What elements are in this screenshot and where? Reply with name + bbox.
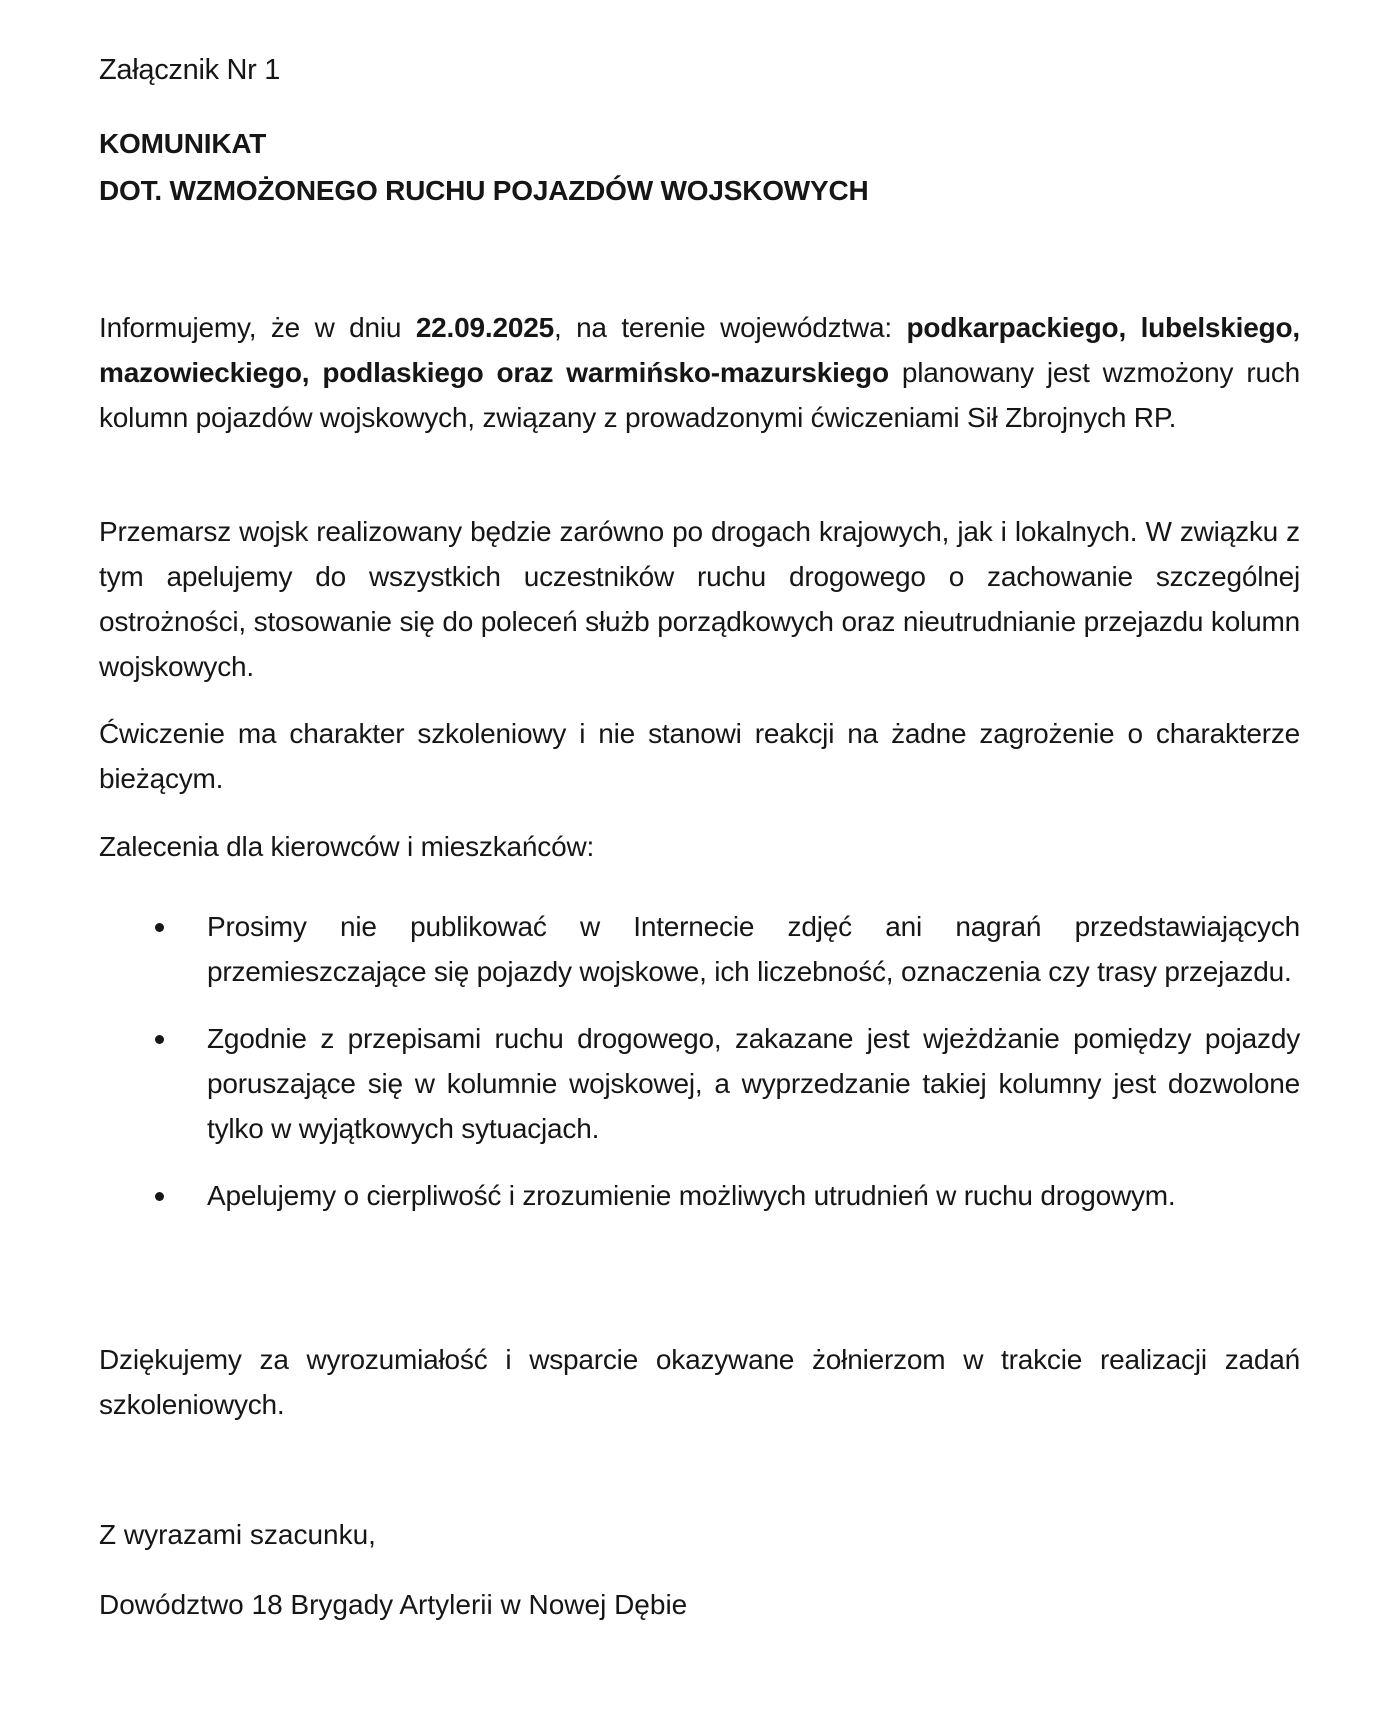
recommendations-list	[99, 904, 1300, 1218]
exercise-nature-paragraph: Ćwiczenie ma charakter szkoleniowy i nie stanowi reakcji na żadne zagrożenie o charakterze bieżącym.	[99, 718, 1300, 794]
closing-salutation: Z wyrazami szacunku,	[99, 1519, 376, 1550]
attachment-label: Załącznik Nr 1	[99, 54, 281, 86]
list-item	[99, 1173, 1300, 1218]
intro-text-3: planowany jest wzmożony ruch kolumn pojazdów wojskowych, związany z prowadzonymi ćwiczeniami Sił Zbrojnych RP.	[99, 357, 1300, 433]
list-item	[99, 904, 1300, 994]
document-title: KOMUNIKAT	[99, 128, 267, 159]
affected-regions: podkarpackiego, lubelskiego, mazowieckiego, podlaskiego oraz warmińsko-mazurskiego	[99, 312, 1300, 388]
document-subtitle: DOT. WZMOŻONEGO RUCHU POJAZDÓW WOJSKOWYCH	[99, 175, 869, 206]
thanks-paragraph: Dziękujemy za wyrozumiałość i wsparcie okazywane żołnierzom w trakcie realizacji zadań szkoleniowych.	[99, 1344, 1300, 1420]
intro-text-2: , na terenie województwa:	[553, 312, 907, 343]
list-item	[99, 1016, 1300, 1151]
recommendation-text: Zgodnie z przepisami ruchu drogowego, zakazane jest wjeżdżanie pomiędzy pojazdy poruszające się w kolumnie wojskowej, a wyprzedzanie takiej kolumny jest dozwolone tylko w wyjątkowych sytuacjach.	[207, 1023, 1300, 1144]
intro-paragraph	[99, 305, 1300, 440]
intro-text-1: Informujemy, że w dniu	[99, 312, 416, 343]
bullet-icon	[155, 923, 164, 932]
recommendation-text: Prosimy nie publikować w Internecie zdjęć ani nagrań przedstawiających przemieszczające się pojazdy wojskowe, ich liczebność, oznaczenia czy trasy przejazdu.	[207, 911, 1300, 987]
exercise-date: 22.09.2025	[415, 312, 554, 343]
recommendations-heading: Zalecenia dla kierowców i mieszkańców:	[99, 831, 595, 862]
bullet-icon	[155, 1035, 164, 1044]
recommendation-text: Apelujemy o cierpliwość i zrozumienie możliwych utrudnień w ruchu drogowym.	[207, 1180, 1176, 1211]
signature: Dowództwo 18 Brygady Artylerii w Nowej Dębie	[99, 1589, 688, 1620]
bullet-icon	[155, 1192, 164, 1201]
march-paragraph: Przemarsz wojsk realizowany będzie zarówno po drogach krajowych, jak i lokalnych. W związku z tym apelujemy do wszystkich uczestników ruchu drogowego o zachowanie szczególnej ostrożności, stosowanie się do poleceń służb porządkowych oraz nieutrudnianie przejazdu kolumn wojskowych.	[99, 516, 1300, 682]
